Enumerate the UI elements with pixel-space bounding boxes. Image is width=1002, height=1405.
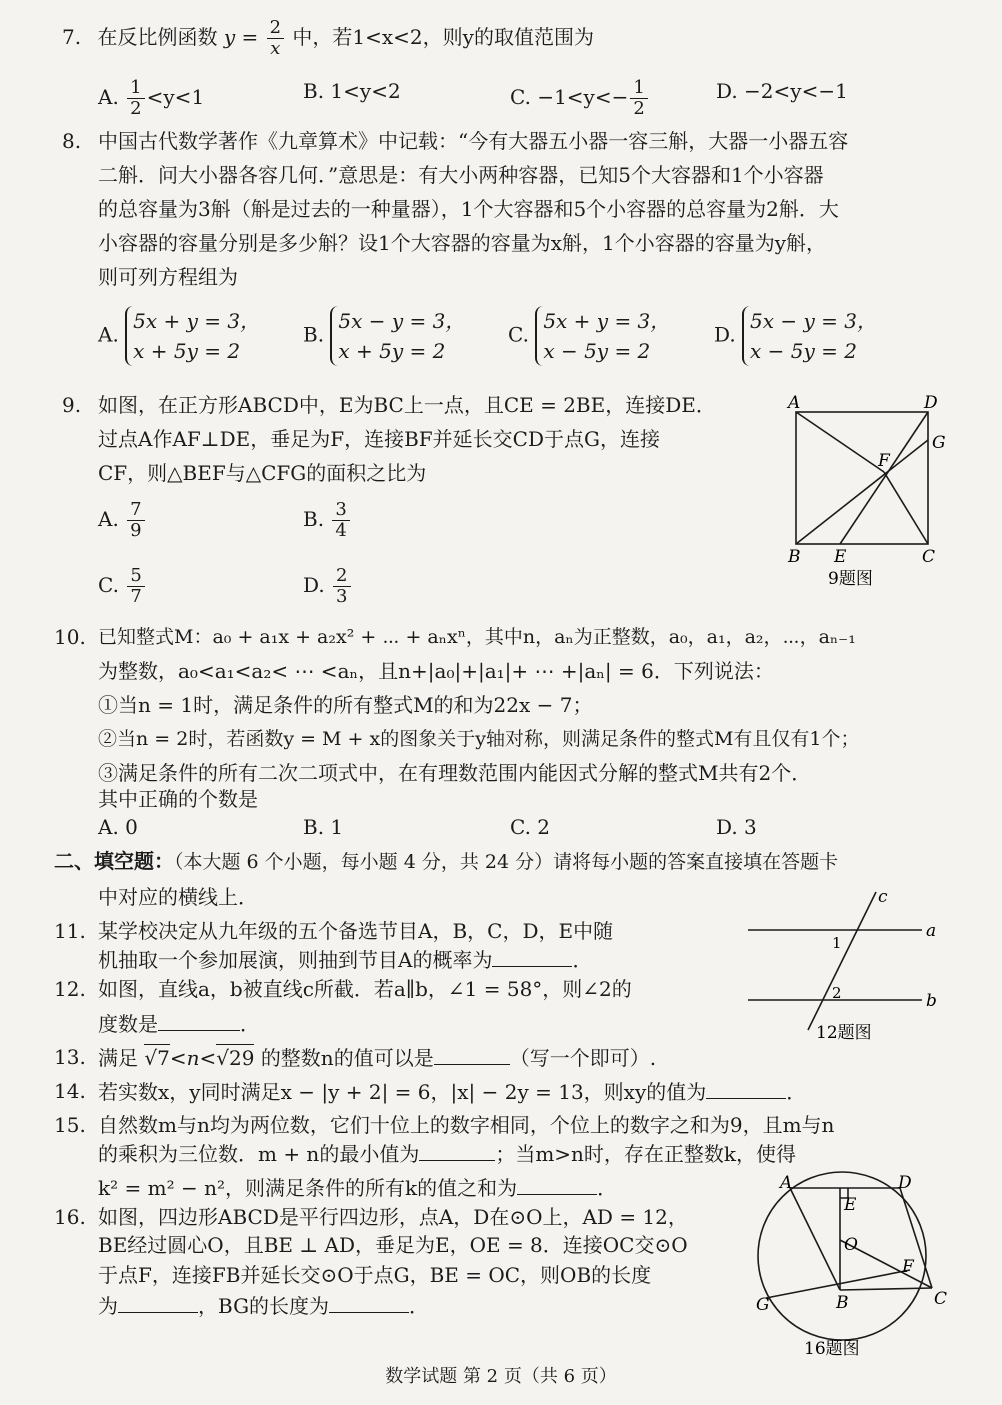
- q9-line-1: 如图，在正方形ABCD中，E为BC上一点，且CE = 2BE，连接DE．: [98, 393, 716, 417]
- q16-figure: [752, 1170, 962, 1360]
- q15-line-3: k² = m² − n²，则满足条件的所有k的值之和为 ．: [98, 1176, 618, 1200]
- q10-line-2: 为整数，a₀<a₁<a₂< ⋯ <aₙ，且n+|a₀|+|a₁|+ ⋯ +|aₙ| = 6．下列说法：: [98, 659, 774, 683]
- label-g: G: [932, 433, 946, 453]
- q16-answer-blank-1[interactable]: [118, 1292, 198, 1313]
- q8-number: 8.: [62, 129, 82, 153]
- line-c: [808, 892, 876, 1030]
- q7-text-a: 在反比例函数: [97, 25, 218, 49]
- circle-o: [758, 1172, 926, 1340]
- q9-line-3: CF，则△BEF与△CFG的面积之比为: [98, 461, 427, 485]
- q7-option-a: A. $\frac{1}{2}$ <y<1: [98, 77, 205, 119]
- q8-option-b: B. 5x − y = 3， x + 5y = 2: [303, 306, 465, 366]
- q10-option-d: D. 3: [716, 815, 757, 839]
- section-2-title: 二、填空题：: [54, 849, 174, 873]
- q9-option-d: D. $\frac{2}{3}$: [303, 566, 353, 607]
- q11-line-2: 机抽取一个参加展演，则抽到节目A的概率为 ．: [98, 948, 593, 972]
- q7-option-b: B. 1<y<2: [303, 79, 401, 103]
- q7-fraction: $\frac{2}{x}$: [267, 18, 284, 59]
- q10-line-4: ②当n = 2时，若函数y = M + x的图象关于y轴对称，则满足条件的整式M有且仅有1个；: [98, 728, 860, 750]
- q9-option-b: B. $\frac{3}{4}$: [303, 500, 352, 541]
- sqrt-7: √7: [144, 1046, 170, 1070]
- q7-option-c: C. −1<y<− $\frac{1}{2}$: [510, 78, 650, 119]
- q16-caption: 16题图: [804, 1339, 860, 1359]
- label-e: E: [834, 547, 847, 567]
- section-2-heading: [54, 848, 838, 875]
- q10-line-3: ①当n = 1时，满足条件的所有整式M的和为22x − 7；: [98, 693, 593, 717]
- q10-option-c: C. 2: [510, 815, 551, 839]
- q10-option-b: B. 1: [303, 815, 344, 839]
- q12-line-1: 如图，直线a，b被直线c所截．若a∥b，∠1 = 58°，则∠2的: [98, 977, 632, 1001]
- label-b: b: [926, 991, 937, 1011]
- label-f: F: [878, 451, 890, 471]
- label-a: a: [926, 921, 937, 941]
- q8-line-4: 小容器的容量分别是多少斛？设1个大容器的容量为x斛，1个小容器的容量为y斛，: [98, 231, 827, 255]
- q10-line-1: 已知整式M：a₀ + a₁x + a₂x² + ⋯ + aₙxⁿ，其中n，aₙ为正整数，a₀，a₁，a₂，⋯，aₙ₋₁: [98, 626, 856, 648]
- angle-1-label: 1: [832, 934, 842, 952]
- q8-line-3: 的总容量为3斛（斛是过去的一种量器），1个大容器和5个小容器的总容量为2斛．大: [98, 197, 839, 221]
- q9-option-a: A. $\frac{7}{9}$: [98, 500, 147, 541]
- label-d: D: [924, 393, 938, 413]
- q13-line: 满足 √7<n<√29 的整数n的值可以是 （写一个即可）.: [98, 1046, 657, 1070]
- angle-2-label: 2: [832, 984, 842, 1002]
- q14-answer-blank[interactable]: [706, 1078, 786, 1099]
- q10-line-5: ③满足条件的所有二次二项式中，在有理数范围内能因式分解的整式M共有2个．: [98, 761, 812, 785]
- q9-number: 9.: [62, 393, 82, 417]
- q14-number: 14.: [54, 1079, 86, 1103]
- q16-line-4: 为 ，BG的长度为 ．: [98, 1294, 430, 1318]
- label-e: E: [844, 1195, 857, 1215]
- section-2-desc: （本大题 6 个小题，每小题 4 分，共 24 分）请将每小题的答案直接填在答题卡: [174, 851, 839, 873]
- q13-answer-blank[interactable]: [434, 1044, 510, 1065]
- q8-option-c: C. 5x + y = 3， x − 5y = 2: [508, 306, 670, 366]
- q9-line-2: 过点A作AF⊥DE，垂足为F，连接BF并延长交CD于点G，连接: [98, 427, 660, 451]
- q12-figure: [742, 886, 952, 1050]
- q16-line-3: 于点F，连接FB并延长交⊙O于点G，BE = OC，则OB的长度: [98, 1263, 652, 1287]
- q7-option-d: D. −2<y<−1: [716, 79, 848, 103]
- q8-option-d: D. 5x − y = 3， x − 5y = 2: [714, 306, 877, 366]
- q8-line-5: 则可列方程组为: [98, 265, 238, 289]
- q16-answer-blank-2[interactable]: [329, 1292, 409, 1313]
- q7-number: 7.: [62, 25, 82, 49]
- label-b: B: [788, 547, 801, 567]
- label-c: C: [922, 547, 936, 567]
- q11-number: 11.: [54, 919, 86, 943]
- q7-text-b: 中，若1<x<2，则y的取值范围为: [292, 25, 594, 49]
- label-o: O: [844, 1235, 858, 1255]
- q11-answer-blank[interactable]: [492, 946, 572, 967]
- label-c: C: [934, 1289, 948, 1309]
- q9-figure: [780, 392, 960, 592]
- q10-option-a: A. 0: [98, 815, 138, 839]
- segment-af: [796, 412, 884, 472]
- segment-cf: [884, 472, 928, 544]
- q13-number: 13.: [54, 1045, 86, 1069]
- q15-line-1: 自然数m与n均为两位数，它们十位上的数字相同，个位上的数字之和为9，且m与n: [98, 1113, 835, 1137]
- q15-line-2: 的乘积为三位数．m + n的最小值为 ；当m>n时，存在正整数k，使得: [98, 1142, 797, 1166]
- q11-line-1: 某学校决定从九年级的五个备选节目A，B，C，D，E中随: [98, 919, 614, 943]
- segment-ab: [790, 1188, 840, 1290]
- square-abcd: [796, 412, 928, 544]
- q16-number: 16.: [54, 1205, 86, 1229]
- page-footer: 数学试题 第 2 页（共 6 页）: [385, 1366, 617, 1387]
- label-d: D: [898, 1173, 912, 1193]
- q9-caption: 9题图: [828, 569, 873, 589]
- q12-answer-blank[interactable]: [158, 1010, 240, 1031]
- label-b: B: [836, 1293, 849, 1313]
- q10-line-6: 其中正确的个数是: [98, 787, 258, 811]
- q8-line-2: 二斛．问大小器各容几何．”意思是：有大小两种容器，已知5个大容器和1个小容器: [98, 163, 824, 187]
- label-a: A: [788, 393, 801, 413]
- label-a: A: [780, 1173, 793, 1193]
- q7-stem: [62, 18, 594, 59]
- q9-option-c: C. $\frac{5}{7}$: [98, 566, 147, 607]
- q15-answer-blank-1[interactable]: [419, 1140, 495, 1161]
- q14-line: 若实数x，y同时满足x − |y + 2| = 6，|x| − 2y = 13，则xy的值为 ．: [98, 1080, 807, 1104]
- label-g: G: [756, 1295, 770, 1315]
- section-2-desc-2: 中对应的横线上．: [98, 885, 258, 909]
- segment-de: [840, 412, 928, 544]
- label-c: c: [878, 887, 888, 907]
- q15-answer-blank-2[interactable]: [517, 1174, 597, 1195]
- q16-line-2: BE经过圆心O，且BE ⊥ AD，垂足为E，OE = 8．连接OC交⊙O: [98, 1233, 688, 1257]
- q12-caption: 12题图: [816, 1023, 872, 1043]
- q16-line-1: 如图，四边形ABCD是平行四边形，点A，D在⊙O上，AD = 12，: [98, 1205, 688, 1229]
- q12-number: 12.: [54, 977, 86, 1001]
- q7-func: y =: [223, 25, 259, 49]
- label-f: F: [902, 1257, 914, 1277]
- q15-number: 15.: [54, 1113, 86, 1137]
- q8-line-1: 中国古代数学著作《九章算术》中记载：“今有大器五小器一容三斛，大器一小器五容: [98, 129, 849, 153]
- q12-line-2: 度数是 ．: [98, 1012, 260, 1036]
- q8-option-a: A. 5x + y = 3， x + 5y = 2: [98, 306, 260, 366]
- q10-number: 10.: [54, 625, 86, 649]
- segment-bg: [796, 440, 928, 544]
- sqrt-29: √29: [216, 1046, 255, 1070]
